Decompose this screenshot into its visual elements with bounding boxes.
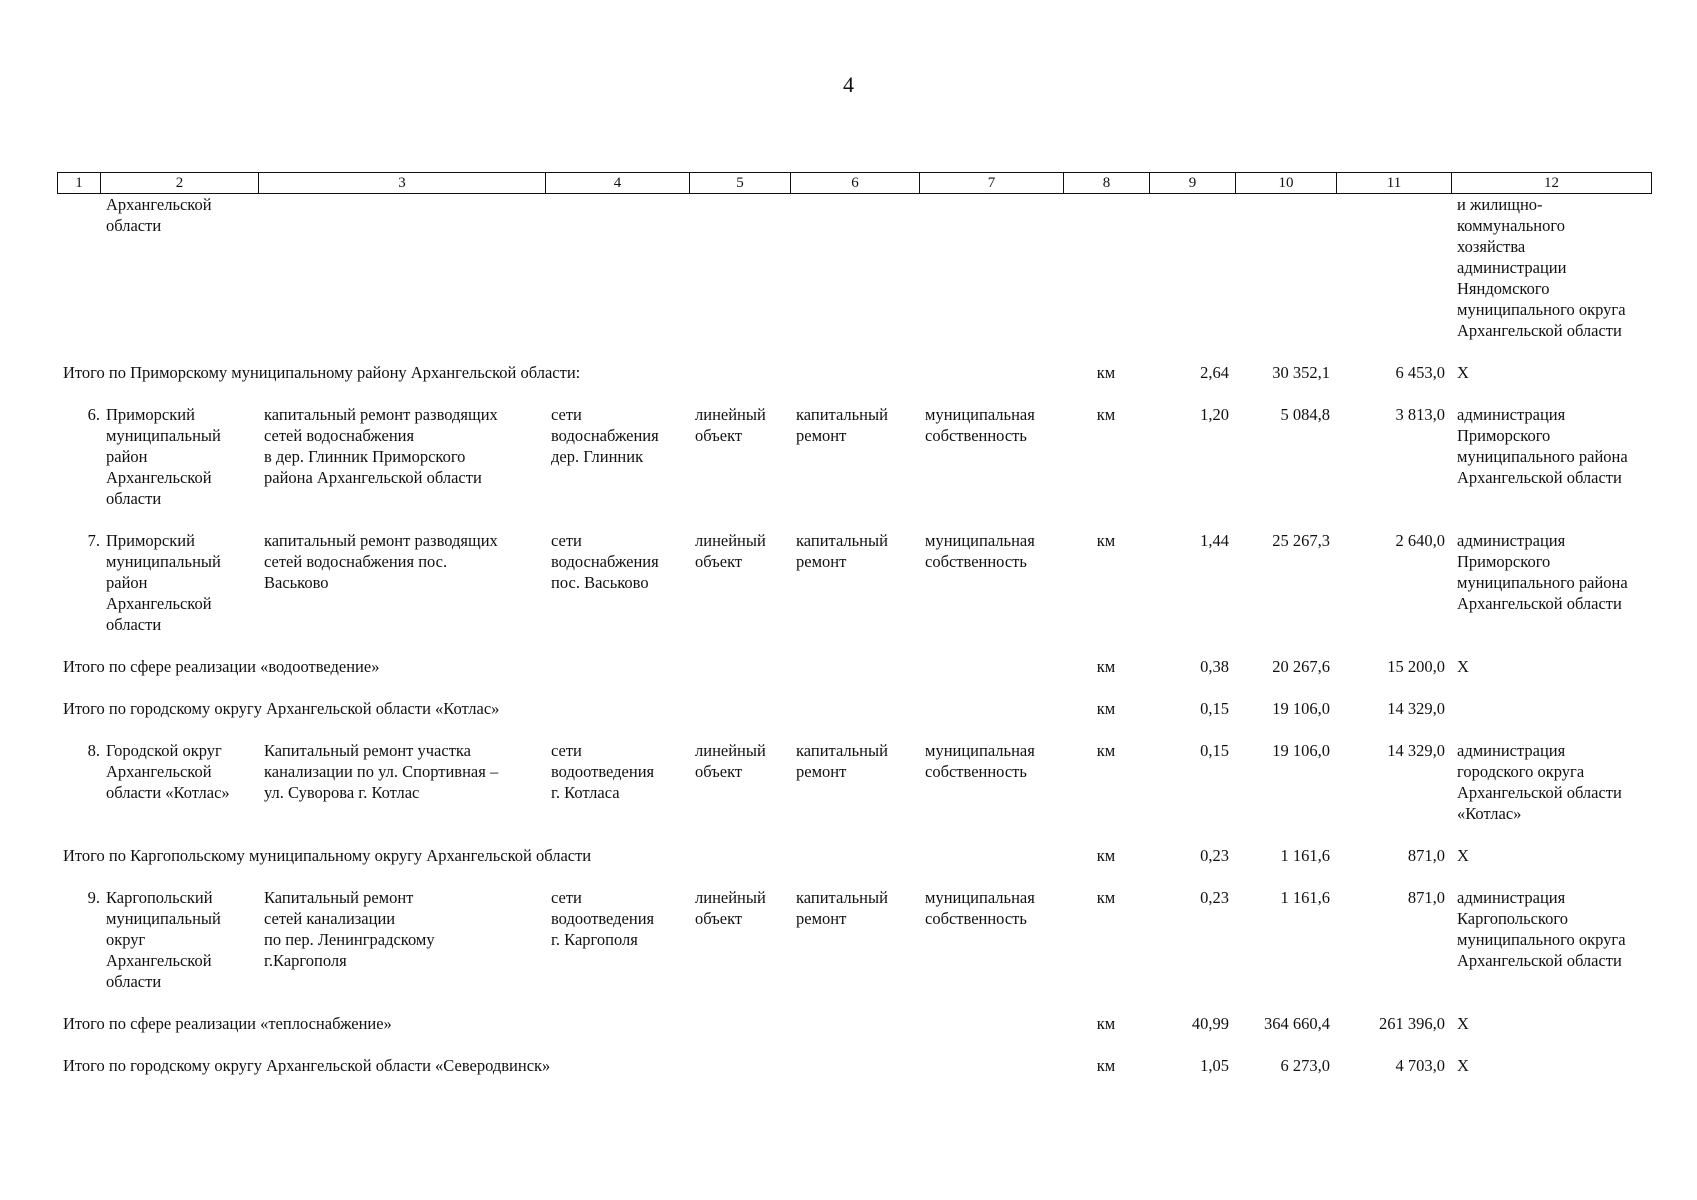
row-spacer: [57, 341, 1651, 362]
table-body: [57, 194, 1651, 1097]
work-description: капитальный ремонт разводящих сетей водоснабжения в дер. Глинник Приморского района Архангельской области: [264, 405, 498, 487]
total-row: [57, 1013, 1651, 1034]
header-cell: 12: [1452, 173, 1652, 194]
row-index: 9.: [87, 888, 100, 907]
continuation-municipality: Архангельской области: [106, 195, 212, 235]
header-cell: 11: [1337, 173, 1452, 194]
work-description: Капитальный ремонт сетей канализации по пер. Ленинградскому г.Каргополя: [264, 888, 435, 970]
length-value: 1,20: [1200, 405, 1229, 424]
subsidy-amount: 871,0: [1407, 888, 1445, 907]
responsible-body: администрация городского округа Архангельской области «Котлас»: [1457, 741, 1622, 823]
header-cell: 4: [546, 173, 690, 194]
responsible-body: Х: [1457, 846, 1469, 865]
responsible-body: Х: [1457, 1014, 1469, 1033]
subsidy-amount: 14 329,0: [1387, 741, 1445, 760]
row-spacer: [57, 824, 1651, 845]
total-row: [57, 1055, 1651, 1076]
work-type: капитальный ремонт: [796, 405, 888, 445]
header-cell: 9: [1150, 173, 1236, 194]
unit: км: [1096, 1014, 1116, 1033]
work-description: капитальный ремонт разводящих сетей водоснабжения пос. Васьково: [264, 531, 498, 592]
total-label: Итого по городскому округу Архангельской области «Северодвинск»: [63, 1056, 551, 1075]
unit: км: [1096, 657, 1116, 676]
data-table: [57, 194, 1651, 1097]
total-row: [57, 845, 1651, 866]
row-spacer: [57, 677, 1651, 698]
column-number-header: [57, 172, 1652, 194]
total-cost: 25 267,3: [1272, 531, 1330, 550]
row-spacer: [57, 635, 1651, 656]
unit: км: [1096, 888, 1116, 907]
length-value: 1,44: [1200, 531, 1229, 550]
object-type: линейный объект: [695, 405, 766, 445]
total-cost: 19 106,0: [1272, 699, 1330, 718]
row-spacer: [57, 383, 1651, 404]
responsible-body: [1451, 698, 1651, 719]
municipality: Каргопольский муниципальный округ Архангельской области: [106, 888, 221, 991]
work-type: капитальный ремонт: [796, 888, 888, 928]
object-type: линейный объект: [695, 888, 766, 928]
unit: км: [1096, 699, 1116, 718]
header-cell: 10: [1236, 173, 1337, 194]
length-value: 0,38: [1200, 657, 1229, 676]
total-cost: 20 267,6: [1272, 657, 1330, 676]
responsible-body: Х: [1457, 363, 1469, 382]
header-cell: 6: [791, 173, 920, 194]
responsible-body: администрация Приморского муниципального района Архангельской области: [1457, 531, 1628, 613]
total-label: Итого по городскому округу Архангельской области «Котлас»: [63, 699, 500, 718]
row-spacer: [57, 992, 1651, 1013]
object-name: сети водоснабжения пос. Васьково: [551, 531, 659, 592]
municipality: Приморский муниципальный район Архангельской области: [106, 405, 221, 508]
page-number: 4: [843, 72, 854, 97]
subsidy-amount: 871,0: [1407, 846, 1445, 865]
total-row: [57, 656, 1651, 677]
total-row: [57, 698, 1651, 719]
unit: км: [1096, 741, 1116, 760]
row-index: 7.: [87, 531, 100, 550]
subsidy-amount: 6 453,0: [1395, 363, 1445, 382]
ownership: муниципальная собственность: [925, 405, 1035, 445]
table-row: [57, 740, 1651, 824]
header-row: [58, 173, 1652, 194]
total-cost: 364 660,4: [1264, 1014, 1330, 1033]
unit: км: [1096, 531, 1116, 550]
row-spacer: [57, 719, 1651, 740]
total-label: Итого по сфере реализации «водоотведение»: [63, 657, 380, 676]
header-cell: 1: [58, 173, 101, 194]
municipality: Приморский муниципальный район Архангельской области: [106, 531, 221, 634]
continuation-row: [57, 194, 1651, 341]
row-spacer: [57, 866, 1651, 887]
header-cell: 8: [1064, 173, 1150, 194]
subsidy-amount: 3 813,0: [1395, 405, 1445, 424]
total-cost: 30 352,1: [1272, 363, 1330, 382]
length-value: 40,99: [1191, 1014, 1229, 1033]
municipality: Городской округ Архангельской области «Котлас»: [106, 741, 230, 802]
header-cell: 7: [920, 173, 1064, 194]
total-cost: 6 273,0: [1280, 1056, 1330, 1075]
object-name: сети водоснабжения дер. Глинник: [551, 405, 659, 466]
length-value: 1,05: [1200, 1056, 1229, 1075]
unit: км: [1096, 363, 1116, 382]
work-description: Капитальный ремонт участка канализации по ул. Спортивная – ул. Суворова г. Котлас: [264, 741, 499, 802]
object-name: сети водоотведения г. Котласа: [551, 741, 655, 802]
length-value: 2,64: [1200, 363, 1229, 382]
total-label: Итого по сфере реализации «теплоснабжение»: [63, 1014, 392, 1033]
length-value: 0,23: [1200, 846, 1229, 865]
subsidy-amount: 14 329,0: [1387, 699, 1445, 718]
ownership: муниципальная собственность: [925, 888, 1035, 928]
row-spacer: [57, 509, 1651, 530]
total-cost: 1 161,6: [1280, 846, 1330, 865]
row-index: 8.: [87, 741, 100, 760]
unit: км: [1096, 1056, 1116, 1075]
object-name: сети водоотведения г. Каргополя: [551, 888, 655, 949]
total-label: Итого по Приморскому муниципальному району Архангельской области:: [63, 363, 581, 382]
object-type: линейный объект: [695, 741, 766, 781]
ownership: муниципальная собственность: [925, 531, 1035, 571]
subsidy-amount: 4 703,0: [1395, 1056, 1445, 1075]
total-label: Итого по Каргопольскому муниципальному округу Архангельской области: [63, 846, 592, 865]
responsible-body: Х: [1457, 657, 1469, 676]
total-cost: 5 084,8: [1280, 405, 1330, 424]
ownership: муниципальная собственность: [925, 741, 1035, 781]
subsidy-amount: 261 396,0: [1379, 1014, 1445, 1033]
unit: км: [1096, 405, 1116, 424]
row-index: 6.: [87, 405, 100, 424]
subsidy-amount: 2 640,0: [1395, 531, 1445, 550]
length-value: 0,23: [1200, 888, 1229, 907]
responsible-body: Х: [1457, 1056, 1469, 1075]
length-value: 0,15: [1200, 699, 1229, 718]
table-row: [57, 530, 1651, 635]
header-cell: 2: [101, 173, 259, 194]
work-type: капитальный ремонт: [796, 531, 888, 571]
header-cell: 5: [690, 173, 791, 194]
table-row: [57, 887, 1651, 992]
row-spacer: [57, 1034, 1651, 1055]
row-spacer: [57, 1076, 1651, 1097]
unit: км: [1096, 846, 1116, 865]
total-row: [57, 362, 1651, 383]
total-cost: 1 161,6: [1280, 888, 1330, 907]
responsible-body: администрация Приморского муниципального района Архангельской области: [1457, 405, 1628, 487]
subsidy-amount: 15 200,0: [1387, 657, 1445, 676]
length-value: 0,15: [1200, 741, 1229, 760]
continuation-responsible: и жилищно- коммунального хозяйства администрации Няндомского муниципального округа Архангельской области: [1457, 195, 1626, 340]
header-cell: 3: [259, 173, 546, 194]
responsible-body: администрация Каргопольского муниципального округа Архангельской области: [1457, 888, 1626, 970]
total-cost: 19 106,0: [1272, 741, 1330, 760]
object-type: линейный объект: [695, 531, 766, 571]
table-row: [57, 404, 1651, 509]
work-type: капитальный ремонт: [796, 741, 888, 781]
